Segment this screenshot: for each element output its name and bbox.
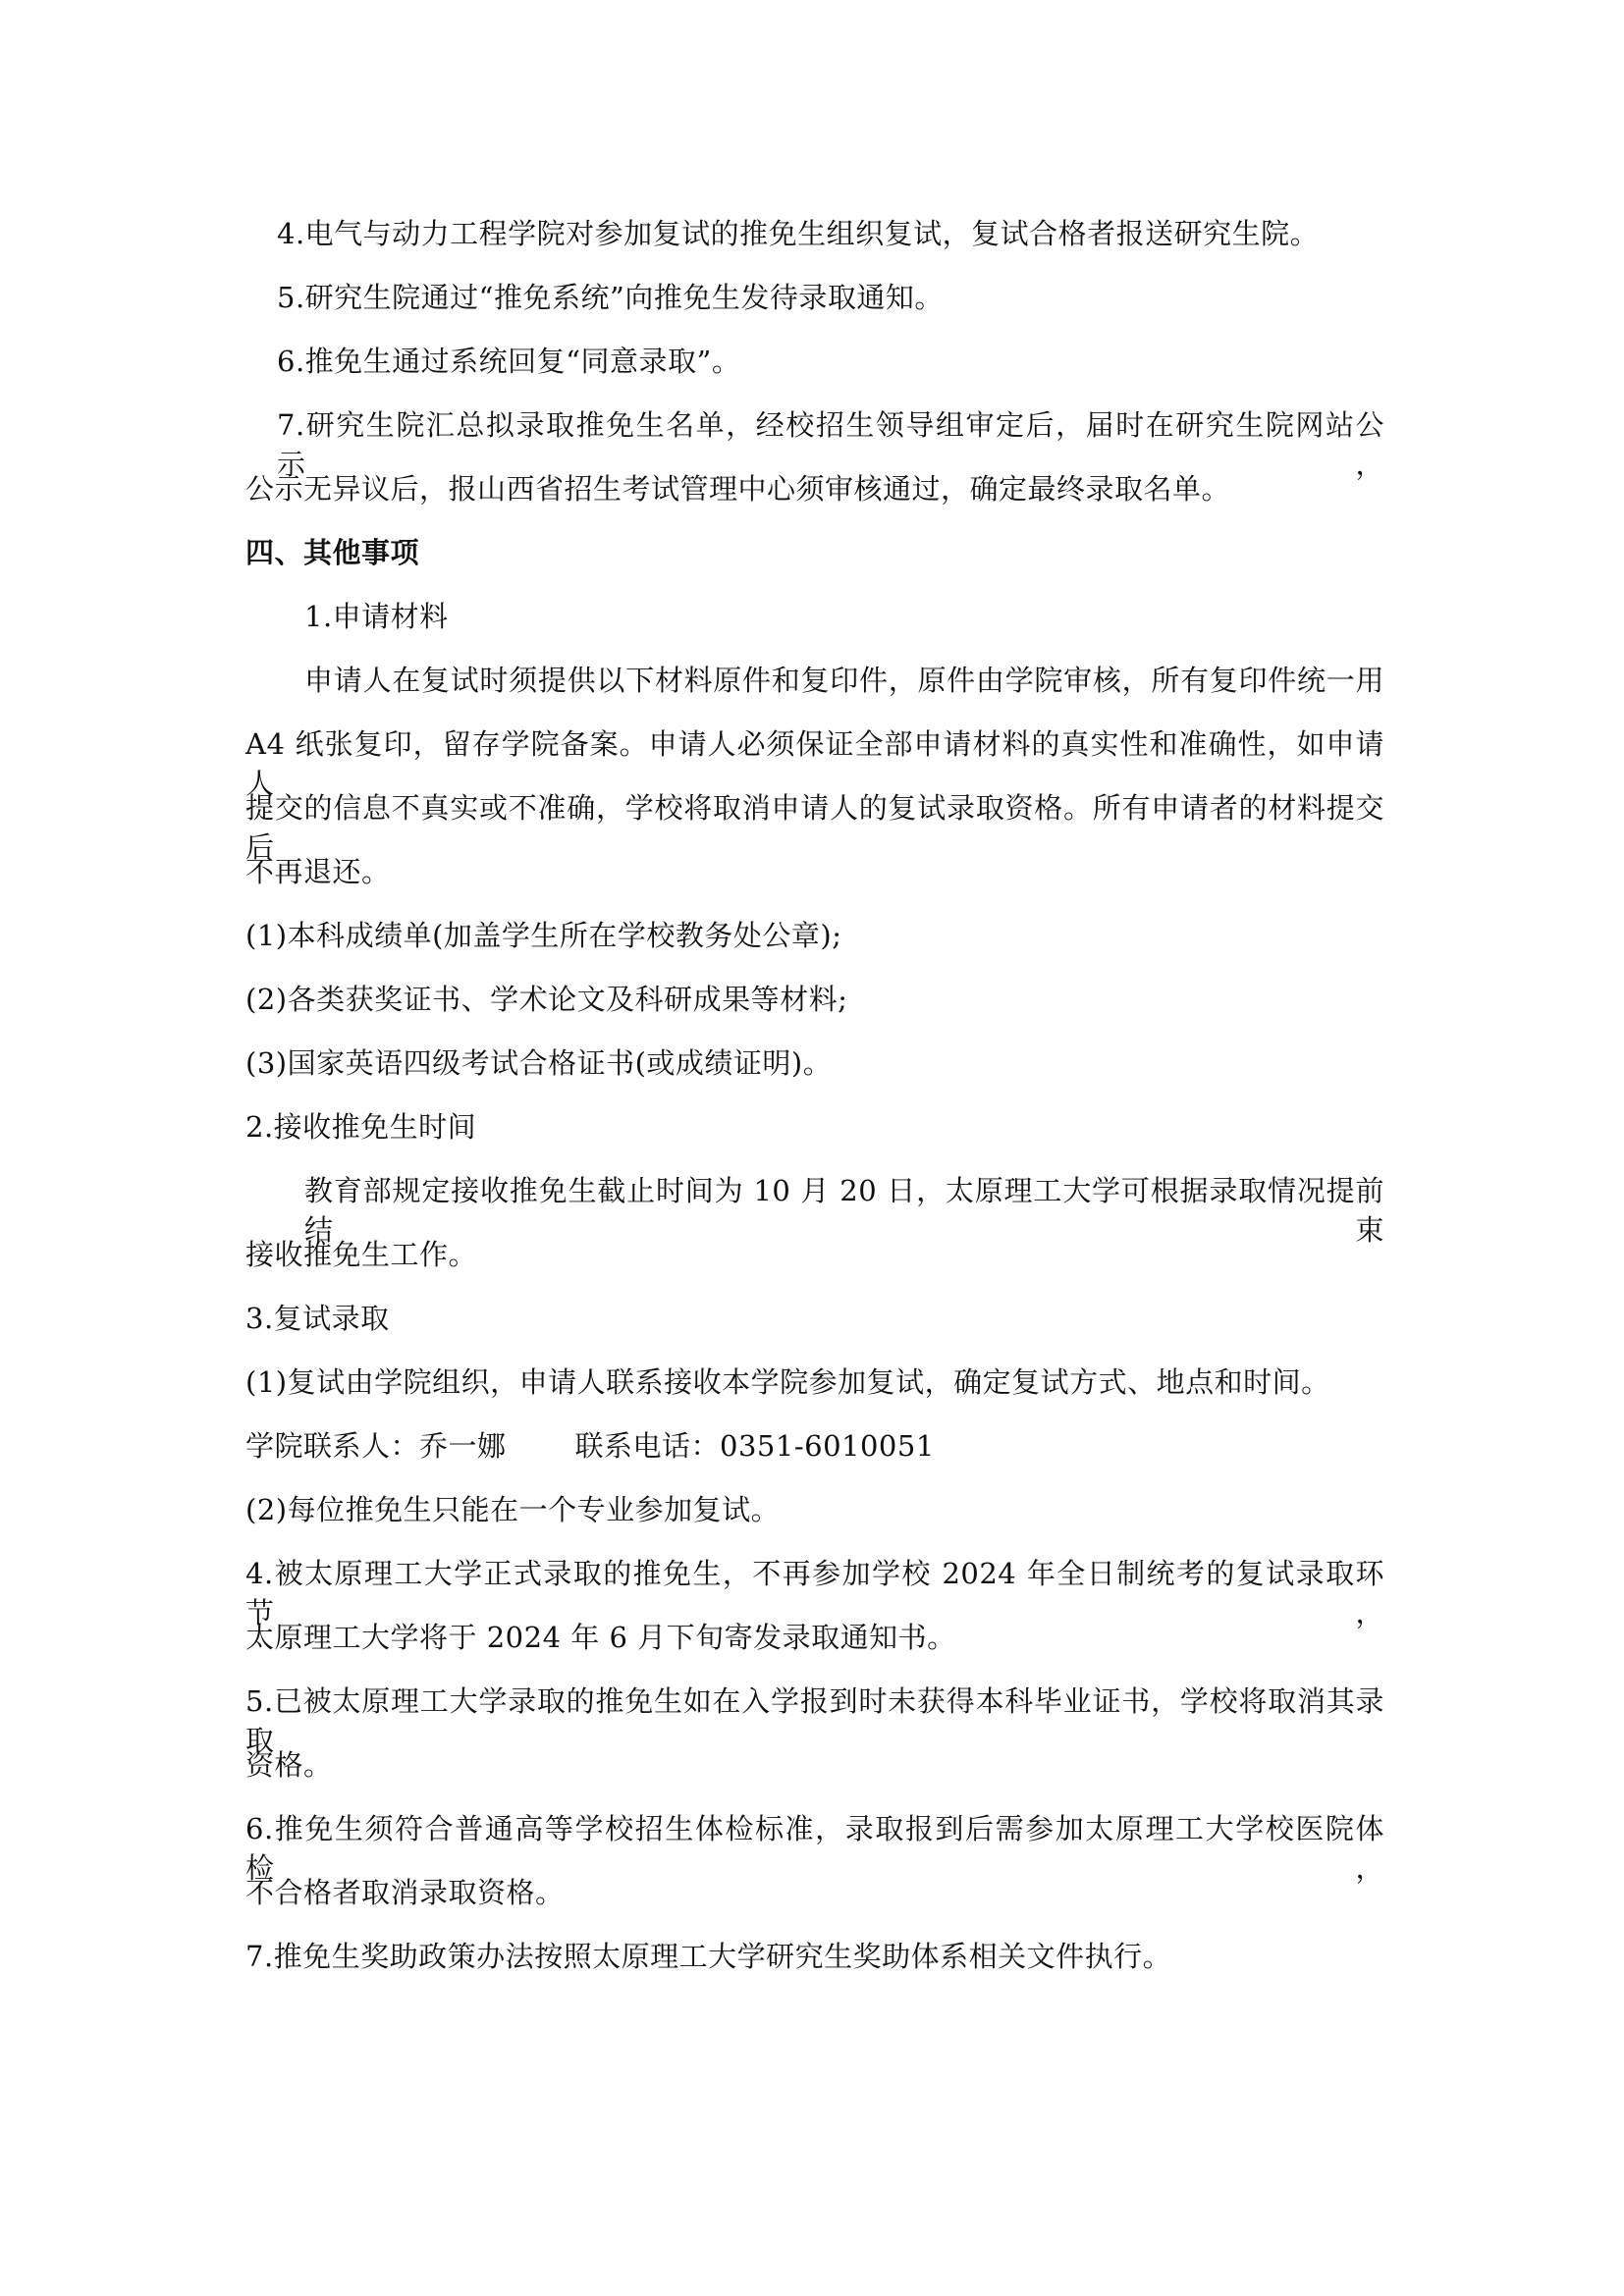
step-7-text-line-2: 公示无异议后，报山西省招生考试管理中心须审核通过，确定最终录取名单。: [245, 472, 1231, 506]
materials-paragraph-line-3: 提交的信息不真实或不准确，学校将取消申请人的复试录取资格。所有申请者的材料提交后: [245, 791, 1384, 864]
step-4-text: 4.电气与动力工程学院对参加复试的推免生组织复试，复试合格者报送研究生院。: [277, 217, 1320, 250]
note-5-line-1: 5.已被太原理工大学录取的推免生如在入学报到时未获得本科毕业证书，学校将取消其录取: [245, 1684, 1384, 1757]
step-6-text: 6.推免生通过系统回复“同意录取”。: [277, 345, 741, 378]
materials-paragraph-line-2: A4 纸张复印，留存学院备案。申请人必须保证全部申请材料的真实性和准确性，如申请人: [245, 727, 1384, 800]
subsection-reexam-admission: 3.复试录取: [245, 1302, 390, 1335]
materials-item-2: (2)各类获奖证书、学术论文及科研成果等材料;: [245, 983, 848, 1016]
note-7-text: 7.推免生奖助政策办法按照太原理工大学研究生奖助体系相关文件执行。: [245, 1940, 1172, 1973]
materials-paragraph-line-1: 申请人在复试时须提供以下材料原件和复印件，原件由学院审核，所有复印件统一用: [304, 664, 1384, 697]
subsection-application-materials: 1.申请材料: [304, 600, 449, 633]
step-5-text: 5.研究生院通过“推免系统”向推免生发待录取通知。: [277, 281, 944, 314]
reexam-item-2: (2)每位推免生只能在一个专业参加复试。: [245, 1493, 781, 1526]
subsection-admission-time: 2.接收推免生时间: [245, 1110, 477, 1144]
contact-line: [245, 1426, 935, 1466]
contact-phone: 联系电话：0351-6010051: [574, 1429, 935, 1463]
note-5-line-2: 资格。: [245, 1748, 333, 1782]
reexam-item-1: (1)复试由学院组织，申请人联系接收本学院参加复试，确定复试方式、地点和时间。: [245, 1365, 1330, 1399]
materials-item-1: (1)本科成绩单(加盖学生所在学校教务处公章);: [245, 919, 842, 952]
note-4-line-2: 太原理工大学将于 2024 年 6 月下旬寄发录取通知书。: [245, 1621, 956, 1654]
section-heading-other-matters: 四、其他事项: [245, 536, 420, 569]
note-6-line-1: 6.推免生须符合普通高等学校招生体检标准，录取报到后需参加太原理工大学校医院体检，: [245, 1812, 1384, 1885]
note-6-line-2: 不合格者取消录取资格。: [245, 1876, 565, 1909]
materials-paragraph-line-4: 不再退还。: [245, 855, 391, 888]
step-7-text-line-1: 7.研究生院汇总拟录取推免生名单，经校招生领导组审定后，届时在研究生院网站公示，: [277, 408, 1384, 481]
contact-person: 学院联系人：乔一娜: [245, 1429, 507, 1463]
materials-item-3: (3)国家英语四级考试合格证书(或成绩证明)。: [245, 1046, 833, 1080]
admission-time-line-2: 接收推免生工作。: [245, 1238, 478, 1271]
note-4-line-1: 4.被太原理工大学正式录取的推免生，不再参加学校 2024 年全日制统考的复试录取环节，: [245, 1557, 1384, 1629]
admission-time-line-1: 教育部规定接收推免生截止时间为 10 月 20 日，太原理工大学可根据录取情况提前结束: [304, 1174, 1384, 1247]
